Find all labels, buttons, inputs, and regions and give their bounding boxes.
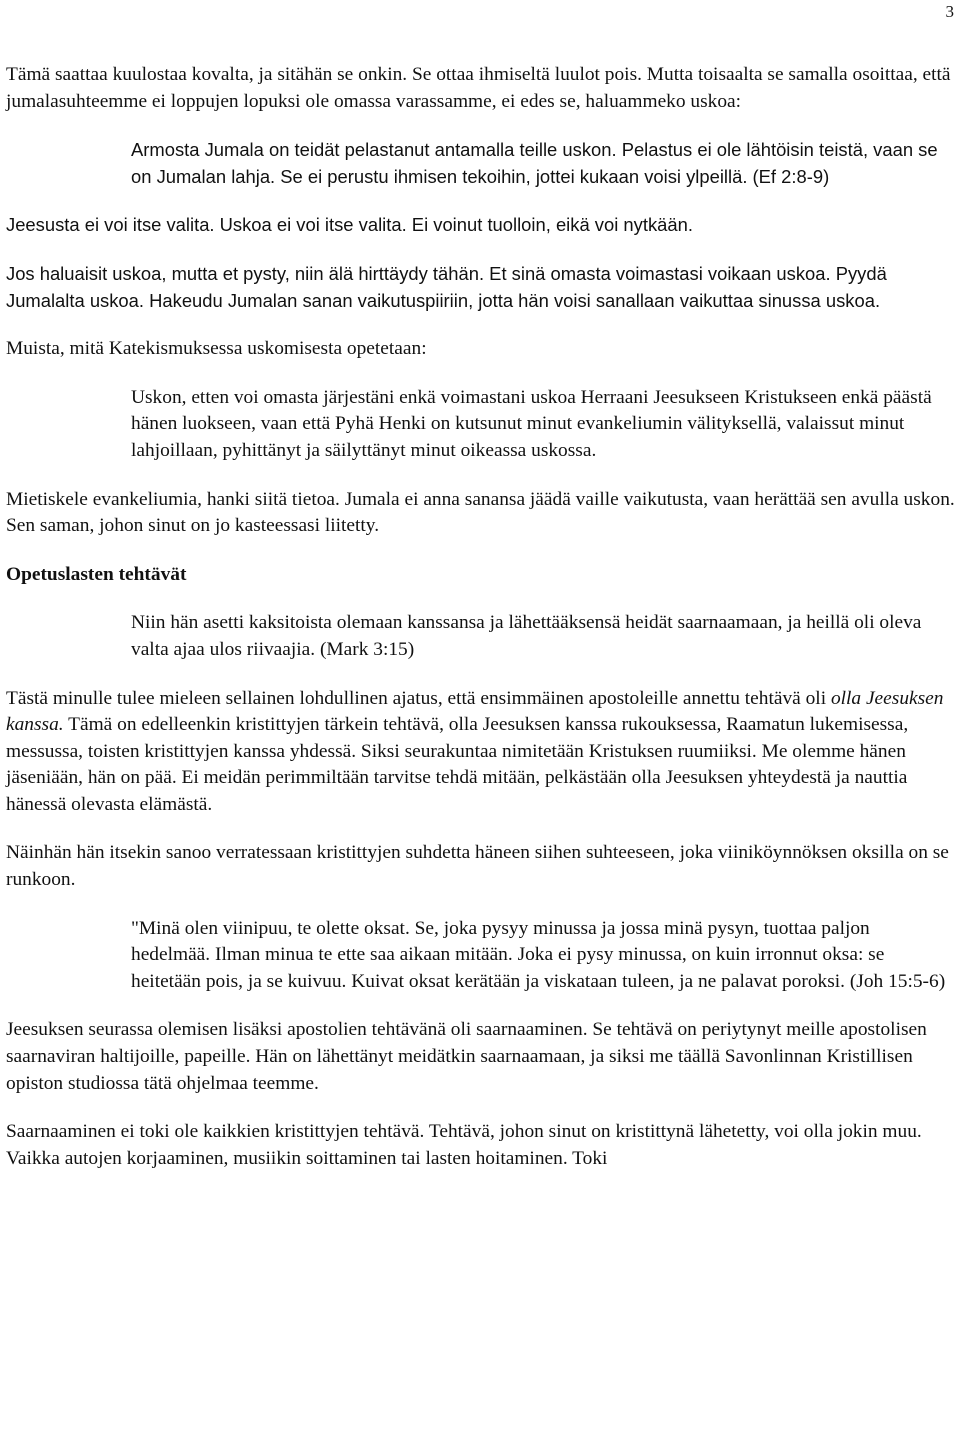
text-run: Armosta Jumala on teidät pelastanut antamalla teille uskon. Pelastus ei ole lähtöisin teistä, vaan se on Jumalan lahja. Se ei perustu ihmisen tekoihin, jottei kukaan voisi ylpeillä. (Ef 2:8-9) <box>131 139 938 187</box>
emphasis-text: olla Jeesuksen kanssa. <box>6 687 944 736</box>
text-run: Opetuslasten tehtävät <box>6 563 187 585</box>
text-run: Uskon, etten voi omasta järjestäni enkä voimastani uskoa Herraani Jeesukseen Kristukseen enkä päästä hänen luokseen, vaan että Pyhä Henki on kutsunut minut evankeliumin välityksellä, valaissut minut lahjoillaan, pyhittänyt ja säilyttänyt minut oikeassa uskossa. <box>131 386 932 461</box>
body-paragraph <box>6 1119 956 1172</box>
body-paragraph <box>6 336 956 363</box>
block-quote <box>131 610 950 663</box>
text-run: Muista, mitä Katekismuksessa uskomisesta opetetaan: <box>6 338 427 360</box>
page-number: 3 <box>945 2 954 21</box>
text-run: "Minä olen viinipuu, te olette oksat. Se, joka pysyy minussa ja jossa minä pysyn, tuottaa paljon hedelmää. Ilman minua te ette saa aikaan mitään. Joka ei pysy minussa, on kuin irronnut oksa: se heitetään pois, ja se kuivuu. Kuivat oksat kerätään ja viskataan tuleen, ja ne palavat poroksi. (Joh 15:5-6) <box>131 917 946 992</box>
text-run: Saarnaaminen ei toki ole kaikkien kristittyjen tehtävä. Tehtävä, johon sinut on kristittynä lähetetty, voi olla jokin muu. Vaikka autojen korjaaminen, musiikin soittaminen tai lasten hoitaminen. Toki <box>6 1121 922 1169</box>
text-run: Jeesuksen seurassa olemisen lisäksi apostolien tehtävänä oli saarnaaminen. Se tehtävä on periytynyt meille apostolisen saarnaviran haltijoille, papeille. Hän on lähettänyt meidätkin saarnaamaan, ja siksi me täällä Savonlinnan Kristillisen opiston studiossa tätä ohjelmaa teemme. <box>6 1019 927 1094</box>
text-run: Näinhän hän itsekin sanoo verratessaan kristittyjen suhdetta häneen siihen suhteeseen, joka viiniköynnöksen oksilla on se runkoon. <box>6 842 949 891</box>
body-paragraph <box>6 840 956 893</box>
document-body <box>6 62 956 1194</box>
text-run: Jeesusta ei voi itse valita. Uskoa ei voi itse valita. Ei voinut tuolloin, eikä voi nytkään. <box>6 214 693 236</box>
block-quote <box>131 916 950 996</box>
body-paragraph <box>6 1017 956 1097</box>
text-run: Mietiskele evankeliumia, hanki siitä tietoa. Jumala ei anna sanansa jäädä vaille vaikutusta, vaan herättää sen avulla uskon. Sen saman, johon sinut on jo kasteessasi liitetty. <box>6 488 955 537</box>
text-run: Tästä minulle tulee mieleen sellainen lohdullinen ajatus, että ensimmäinen apostoleille annettu tehtävä oli <box>6 687 831 709</box>
body-paragraph <box>6 62 956 115</box>
body-paragraph <box>6 686 956 819</box>
block-quote <box>131 137 950 190</box>
body-paragraph <box>6 261 956 314</box>
block-quote <box>131 385 950 465</box>
text-run: Tämä on edelleenkin kristittyjen tärkein tehtävä, olla Jeesuksen kanssa rukouksessa, Raamatun lukemisessa, messussa, toisten kristittyjen kanssa yhdessä. Siksi seurakuntaa nimitetään Kristuksen ruumiiksi. Me olemme hänen jäseniään, hän on pää. Ei meidän perimmiltään tarvitse tehdä mitään, pelkästään olla Jeesuksen yhteydestä ja nauttia hänessä olevasta elämästä. <box>6 714 909 815</box>
section-heading <box>6 562 956 589</box>
text-run: Niin hän asetti kaksitoista olemaan kanssansa ja lähettääksensä heidät saarnaamaan, ja heillä oli oleva valta ajaa ulos riivaajia. (Mark 3:15) <box>131 612 922 660</box>
text-run: Tämä saattaa kuulostaa kovalta, ja sitähän se onkin. Se ottaa ihmiseltä luulot pois. Mutta toisaalta se samalla osoittaa, että jumalasuhteemme ei loppujen lopuksi ole omassa varassamme, ei edes se, haluammeko uskoa: <box>6 64 951 112</box>
body-paragraph <box>6 487 956 540</box>
text-run: Jos haluaisit uskoa, mutta et pysty, niin älä hirttäydy tähän. Et sinä omasta voimastasi voikaan uskoa. Pyydä Jumalalta uskoa. Hakeudu Jumalan sanan vaikutuspiiriin, jotta hän voisi sanallaan vaikuttaa sinussa uskoa. <box>6 262 887 311</box>
body-paragraph <box>6 212 956 239</box>
